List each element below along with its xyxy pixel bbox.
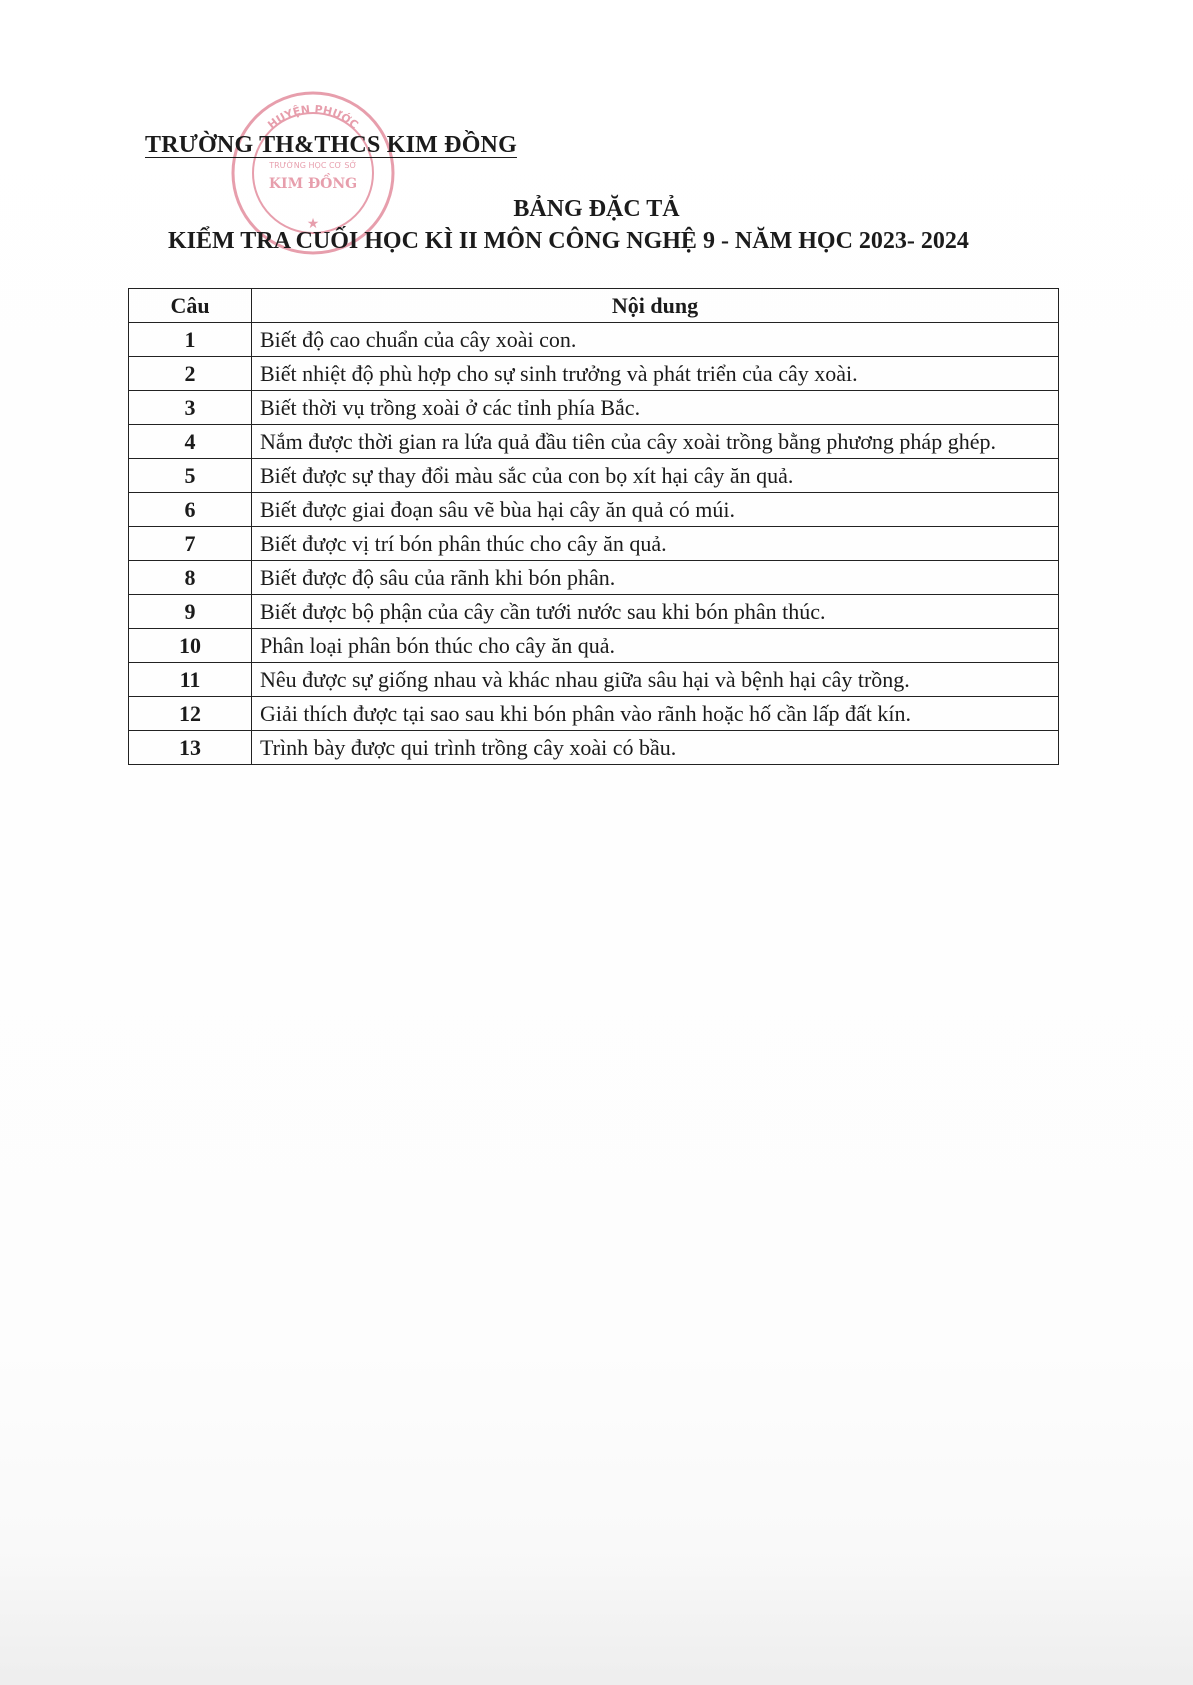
question-content: Nêu được sự giống nhau và khác nhau giữa sâu hại và bệnh hại cây trồng.: [252, 663, 1059, 697]
question-content: Biết nhiệt độ phù hợp cho sự sinh trưởng và phát triển của cây xoài.: [252, 357, 1059, 391]
column-header-question: Câu: [129, 289, 252, 323]
svg-text:HUYỆN PHƯỚC: HUYỆN PHƯỚC: [265, 102, 361, 132]
svg-text:★: ★: [306, 216, 320, 232]
table-row: [129, 425, 1059, 459]
table-row: [129, 663, 1059, 697]
question-number: 5: [129, 459, 252, 493]
school-name: TRƯỜNG TH&THCS KIM ĐỒNG: [145, 132, 517, 158]
question-number: 9: [129, 595, 252, 629]
table-row: [129, 459, 1059, 493]
table-row: [129, 357, 1059, 391]
question-number: 2: [129, 357, 252, 391]
question-number: 8: [129, 561, 252, 595]
question-number: 4: [129, 425, 252, 459]
question-content: Biết được bộ phận của cây cần tưới nước sau khi bón phân thúc.: [252, 595, 1059, 629]
document-subtitle: KIỂM TRA CUỐI HỌC KÌ II MÔN CÔNG NGHỆ 9 - NĂM HỌC 2023- 2024: [168, 228, 969, 254]
table-header-row: [129, 289, 1059, 323]
question-content: Biết thời vụ trồng xoài ở các tỉnh phía Bắc.: [252, 391, 1059, 425]
table-row: [129, 391, 1059, 425]
question-content: Nắm được thời gian ra lứa quả đầu tiên của cây xoài trồng bằng phương pháp ghép.: [252, 425, 1059, 459]
scan-shadow: [0, 1555, 1193, 1685]
question-number: 10: [129, 629, 252, 663]
table-row: [129, 697, 1059, 731]
table-row: [129, 731, 1059, 765]
table-row: [129, 561, 1059, 595]
table-row: [129, 493, 1059, 527]
svg-text:KIM ĐỒNG: KIM ĐỒNG: [268, 176, 358, 192]
table-row: [129, 527, 1059, 561]
column-header-content: Nội dung: [252, 289, 1059, 323]
document-title: BẢNG ĐẶC TẢ: [513, 196, 680, 222]
question-number: 1: [129, 323, 252, 357]
question-number: 7: [129, 527, 252, 561]
table-row: [129, 595, 1059, 629]
question-number: 3: [129, 391, 252, 425]
svg-text:TRƯỜNG HỌC CƠ SỞ: TRƯỜNG HỌC CƠ SỞ: [269, 161, 357, 170]
specification-table: [128, 288, 1059, 765]
question-content: Biết được giai đoạn sâu vẽ bùa hại cây ăn quả có múi.: [252, 493, 1059, 527]
question-number: 13: [129, 731, 252, 765]
table-row: [129, 323, 1059, 357]
question-content: Biết được sự thay đổi màu sắc của con bọ xít hại cây ăn quả.: [252, 459, 1059, 493]
question-content: Biết được vị trí bón phân thúc cho cây ăn quả.: [252, 527, 1059, 561]
question-content: Biết độ cao chuẩn của cây xoài con.: [252, 323, 1059, 357]
table-row: [129, 629, 1059, 663]
question-number: 12: [129, 697, 252, 731]
question-content: Giải thích được tại sao sau khi bón phân vào rãnh hoặc hố cần lấp đất kín.: [252, 697, 1059, 731]
question-content: Biết được độ sâu của rãnh khi bón phân.: [252, 561, 1059, 595]
question-content: Trình bày được qui trình trồng cây xoài có bầu.: [252, 731, 1059, 765]
question-number: 11: [129, 663, 252, 697]
question-content: Phân loại phân bón thúc cho cây ăn quả.: [252, 629, 1059, 663]
question-number: 6: [129, 493, 252, 527]
